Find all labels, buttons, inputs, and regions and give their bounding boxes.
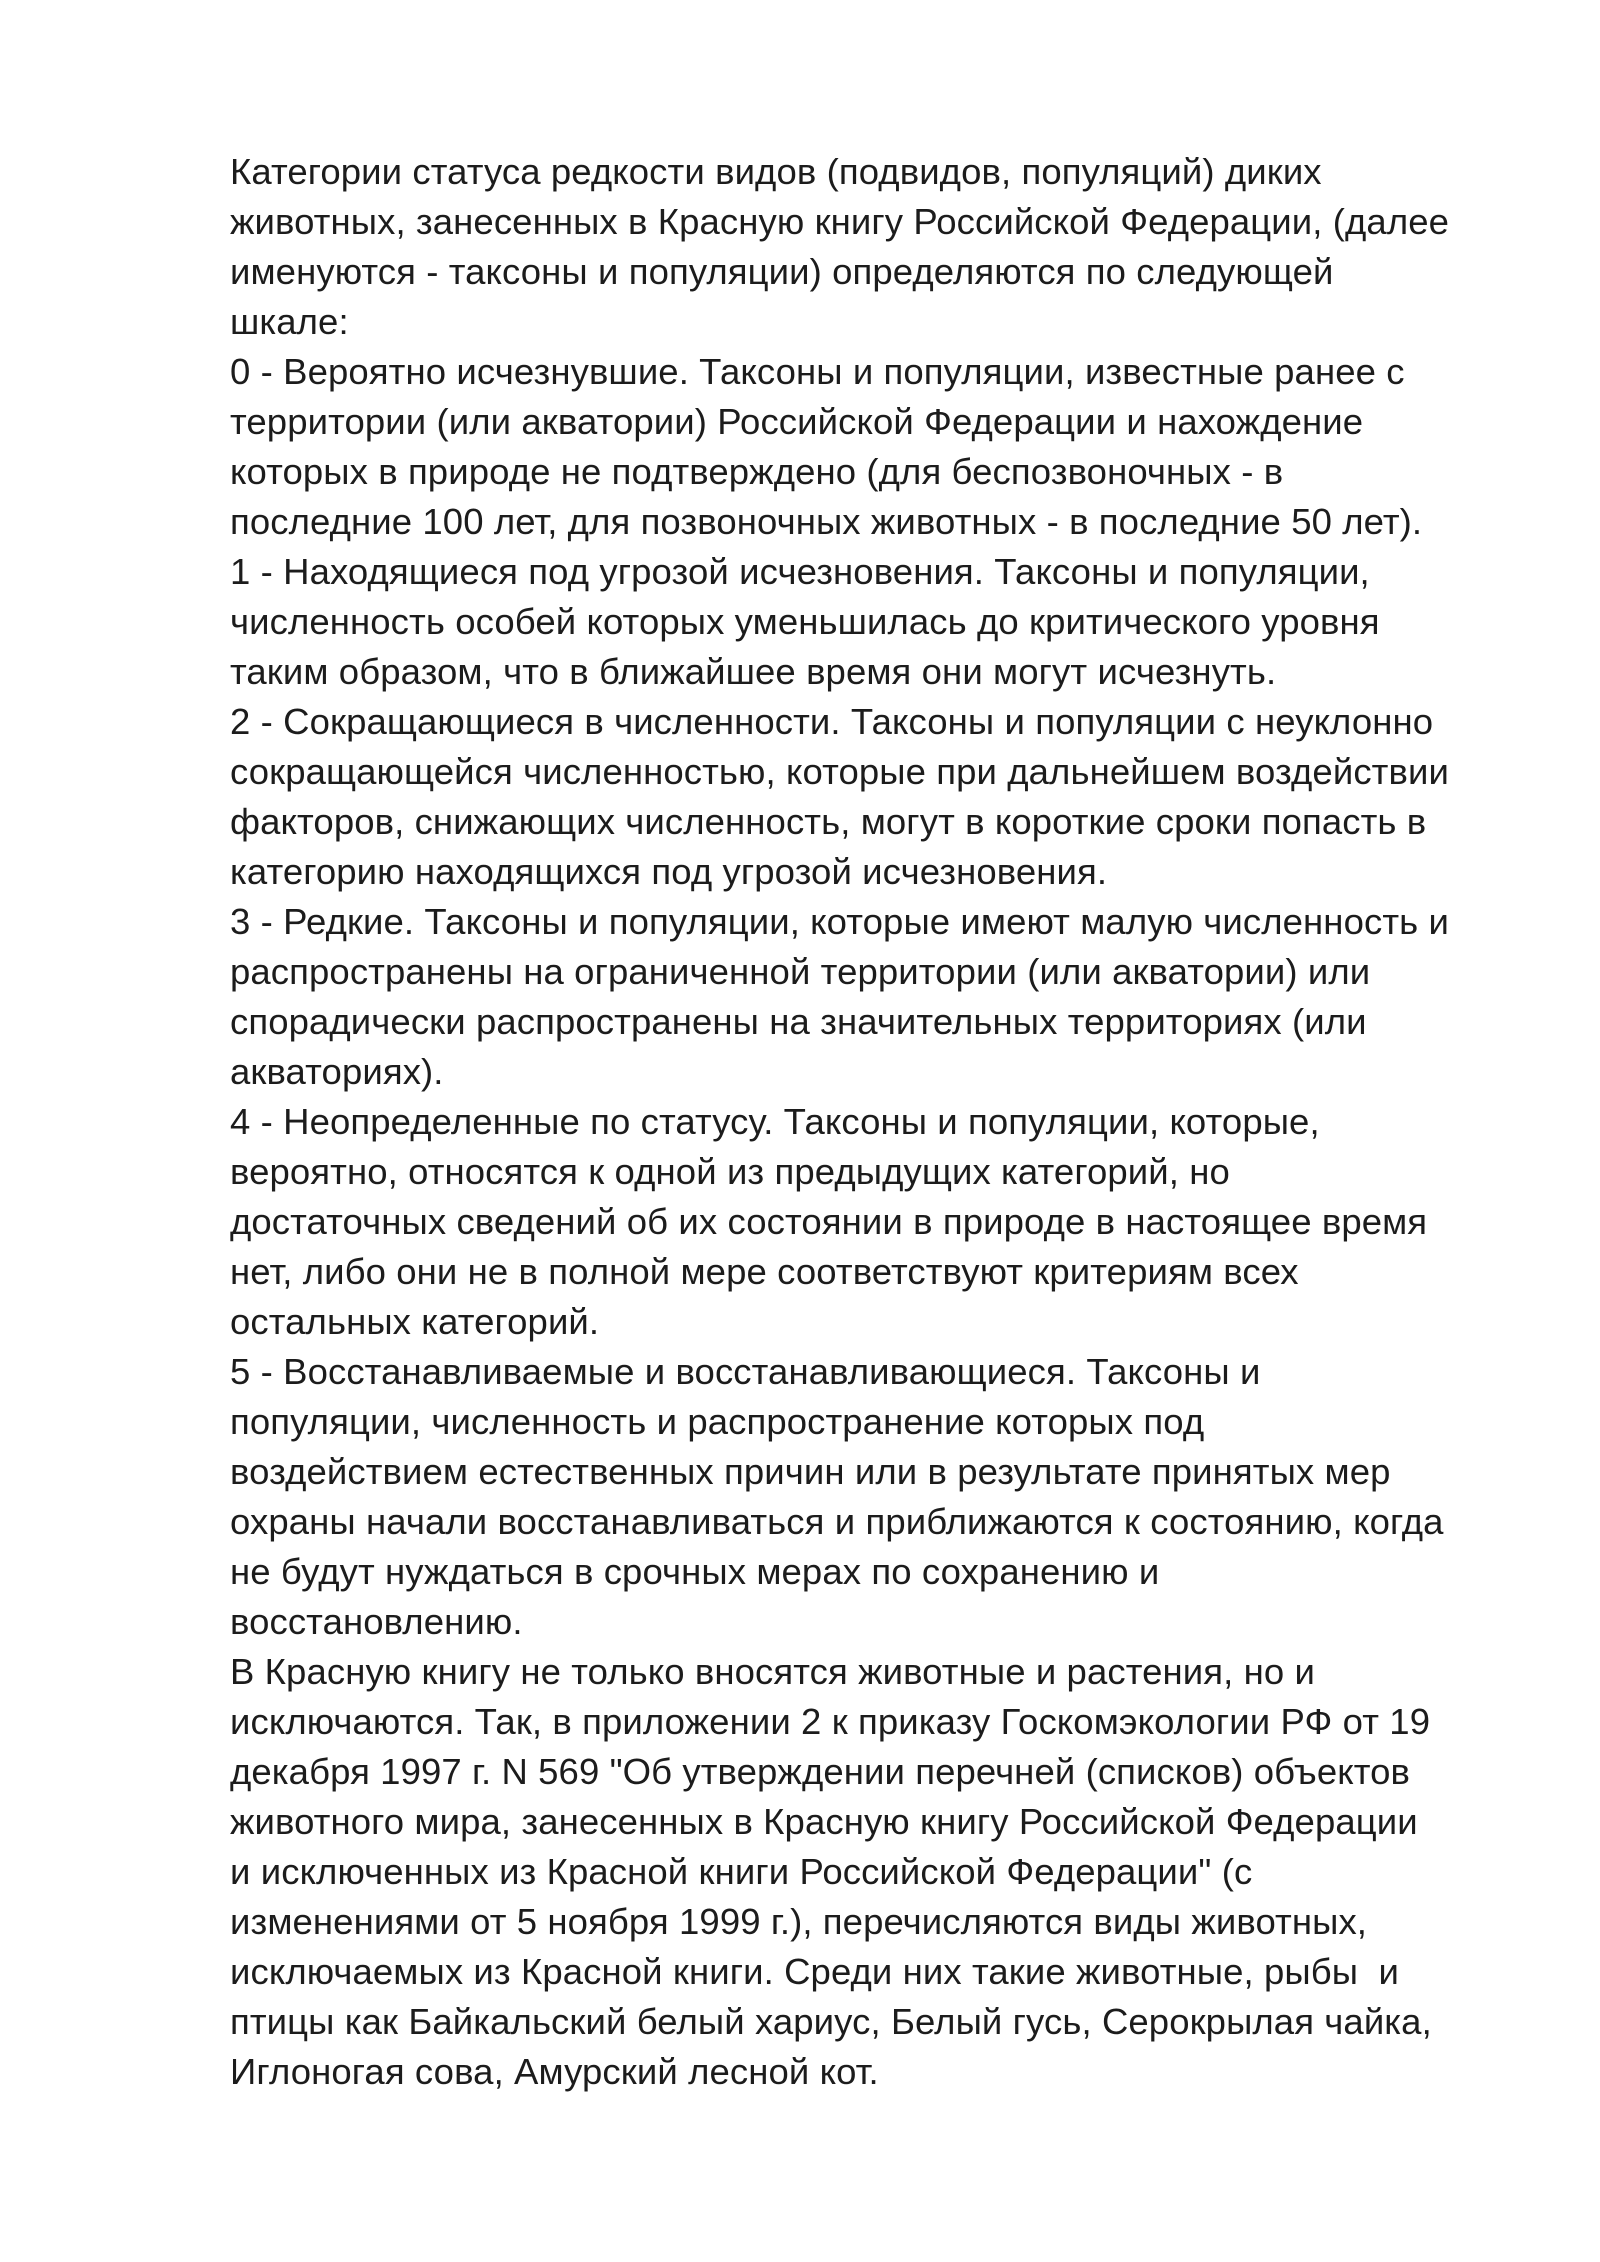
text-line: категорию находящихся под угрозой исчезновения. xyxy=(230,851,1108,892)
text-line: вероятно, относятся к одной из предыдущих категорий, но xyxy=(230,1151,1230,1192)
text-line: 2 - Сокращающиеся в численности. Таксоны и популяции с неуклонно xyxy=(230,701,1434,742)
text-line: восстановлению. xyxy=(230,1601,523,1642)
text-line: 4 - Неопределенные по статусу. Таксоны и популяции, которые, xyxy=(230,1101,1320,1142)
text-line: изменениями от 5 ноября 1999 г.), перечисляются виды животных, xyxy=(230,1901,1368,1942)
text-line: факторов, снижающих численность, могут в короткие сроки попасть в xyxy=(230,801,1427,842)
text-line: сокращающейся численностью, которые при дальнейшем воздействии xyxy=(230,751,1449,792)
text-line: достаточных сведений об их состоянии в природе в настоящее время xyxy=(230,1201,1428,1242)
text-line: 0 - Вероятно исчезнувшие. Таксоны и популяции, известные ранее с xyxy=(230,351,1405,392)
text-line: Категории статуса редкости видов (подвидов, популяций) диких xyxy=(230,151,1322,192)
text-line: акваториях). xyxy=(230,1051,444,1092)
text-line: Иглоногая сова, Амурский лесной кот. xyxy=(230,2051,879,2092)
text-line: исключаемых из Красной книги. Среди них такие животные, рыбы и xyxy=(230,1951,1400,1992)
text-line: охраны начали восстанавливаться и приближаются к состоянию, когда xyxy=(230,1501,1444,1542)
text-line: шкале: xyxy=(230,301,349,342)
text-line: остальных категорий. xyxy=(230,1301,600,1342)
text-line: распространены на ограниченной территории (или акватории) или xyxy=(230,951,1371,992)
text-line: и исключенных из Красной книги Российской Федерации" (с xyxy=(230,1851,1253,1892)
text-line: В Красную книгу не только вносятся животные и растения, но и xyxy=(230,1651,1315,1692)
text-line: последние 100 лет, для позвоночных животных - в последние 50 лет). xyxy=(230,501,1423,542)
text-line: 5 - Восстанавливаемые и восстанавливающиеся. Таксоны и xyxy=(230,1351,1261,1392)
text-line: животных, занесенных в Красную книгу Российской Федерации, (далее xyxy=(230,201,1450,242)
text-line: исключаются. Так, в приложении 2 к приказу Госкомэкологии РФ от 19 xyxy=(230,1701,1431,1742)
text-line: популяции, численность и распространение которых под xyxy=(230,1401,1205,1442)
text-line: которых в природе не подтверждено (для беспозвоночных - в xyxy=(230,451,1284,492)
text-line: численность особей которых уменьшилась до критического уровня xyxy=(230,601,1380,642)
text-line: территории (или акватории) Российской Федерации и нахождение xyxy=(230,401,1364,442)
text-line: таким образом, что в ближайшее время они могут исчезнуть. xyxy=(230,651,1277,692)
text-line: птицы как Байкальский белый хариус, Белый гусь, Серокрылая чайка, xyxy=(230,2001,1432,2042)
text-line: 1 - Находящиеся под угрозой исчезновения. Таксоны и популяции, xyxy=(230,551,1370,592)
text-line: не будут нуждаться в срочных мерах по сохранению и xyxy=(230,1551,1160,1592)
text-line: воздействием естественных причин или в результате принятых мер xyxy=(230,1451,1391,1492)
text-line: декабря 1997 г. N 569 "Об утверждении перечней (списков) объектов xyxy=(230,1751,1411,1792)
text-line: именуются - таксоны и популяции) определяются по следующей xyxy=(230,251,1334,292)
text-line: животного мира, занесенных в Красную книгу Российской Федерации xyxy=(230,1801,1418,1842)
text-line: спорадически распространены на значительных территориях (или xyxy=(230,1001,1367,1042)
document-body-text xyxy=(230,147,1530,2097)
text-line: 3 - Редкие. Таксоны и популяции, которые имеют малую численность и xyxy=(230,901,1449,942)
text-line: нет, либо они не в полной мере соответствуют критериям всех xyxy=(230,1251,1299,1292)
